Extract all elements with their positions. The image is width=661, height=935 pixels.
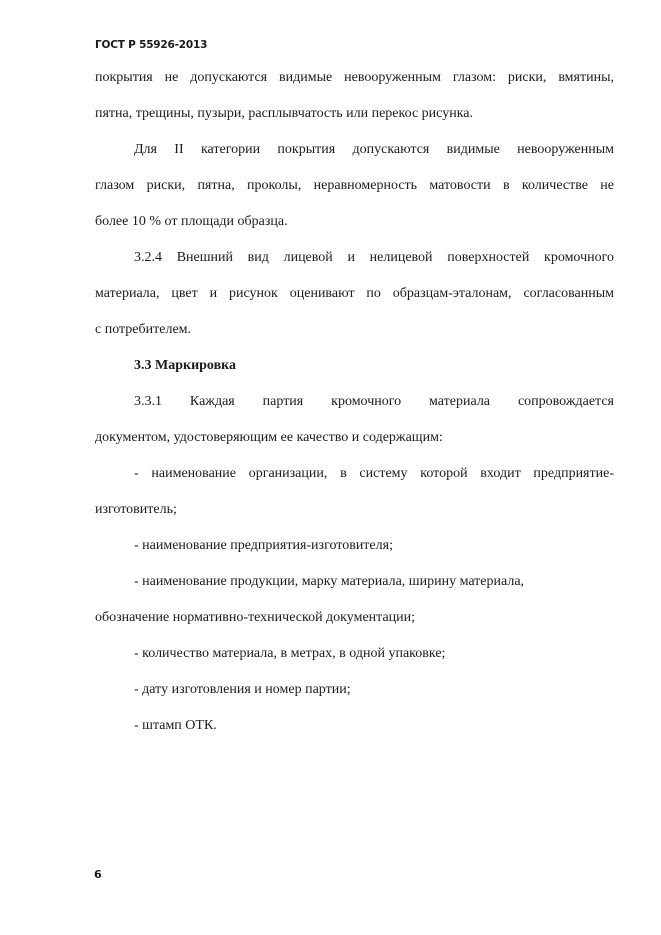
list-item-line: обозначение нормативно-технической документации; [95,610,416,625]
list-item-line: - наименование организации, в систему которой входит предприятие- [134,466,614,481]
paragraph-line: 3.2.4 Внешний вид лицевой и нелицевой поверхностей кромочного [134,250,614,265]
paragraph-line: более 10 % от площади образца. [95,214,288,229]
list-item-line: - наименование предприятия-изготовителя; [134,538,393,553]
paragraph-line: покрытия не допускаются видимые невооруженным глазом: риски, вмятины, [95,70,614,85]
list-item-line: - штамп ОТК. [134,718,217,733]
list-item-line: - количество материала, в метрах, в одной упаковке; [134,646,446,661]
list-item-line: - наименование продукции, марку материала, ширину материала, [134,574,525,589]
list-item-line: изготовитель; [95,502,177,517]
paragraph-line: 3.3.1 Каждая партия кромочного материала сопровождается [134,394,614,409]
document-body [95,60,614,744]
list-item-line: - дату изготовления и номер партии; [134,682,351,697]
section-heading: 3.3 Маркировка [134,358,236,373]
paragraph-line: пятна, трещины, пузыри, расплывчатость или перекос рисунка. [95,106,473,121]
page-number: 6 [94,868,102,881]
paragraph-line: глазом риски, пятна, проколы, неравномерность матовости в количестве не [95,178,614,193]
paragraph-line: материала, цвет и рисунок оценивают по образцам-эталонам, согласованным [95,286,614,301]
paragraph-line: документом, удостоверяющим ее качество и содержащим: [95,430,443,445]
document-header-standard-code: ГОСТ Р 55926-2013 [95,39,208,51]
paragraph-line: с потребителем. [95,322,192,337]
paragraph-line: Для II категории покрытия допускаются видимые невооруженным [134,142,614,157]
